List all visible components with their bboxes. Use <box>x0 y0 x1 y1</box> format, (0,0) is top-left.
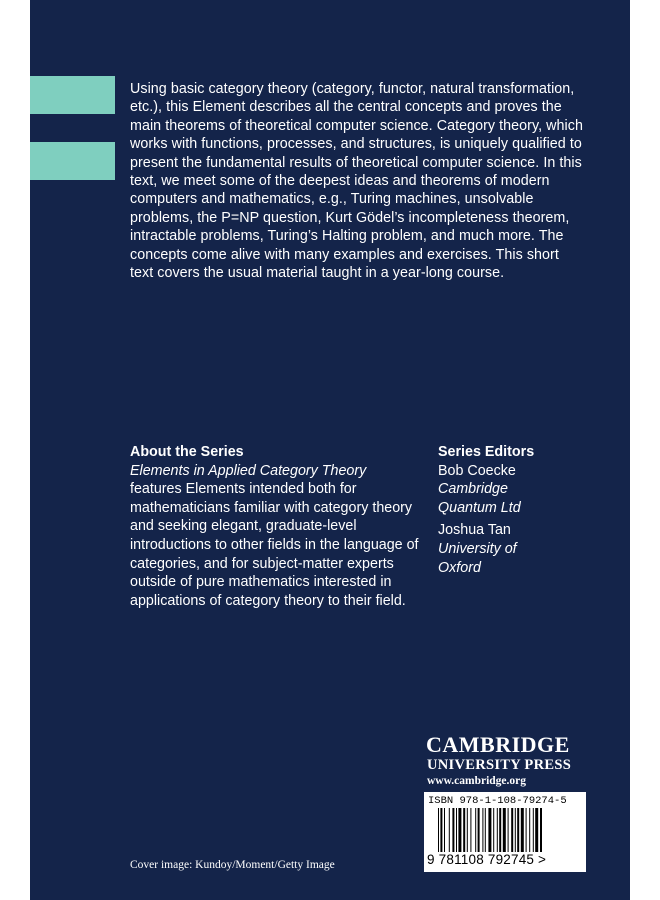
about-heading: About the Series <box>130 444 244 460</box>
editor-affiliation: University of <box>438 540 517 557</box>
barcode-bar <box>499 808 501 852</box>
barcode-bar <box>475 808 476 852</box>
book-blurb: Using basic category theory (category, functor, natural transformation, etc.), this Element describes all the central concepts and proves the main theorems of theoretical computer science. Category theory, which works with functions, processes, and structures, is uniquely qualified to present the fundamental results of theoretical computer science. In this text, we meet some of the deepest ideas and theorems of modern computers and mathematics, e.g., Turing machines, unsolvable problems, the P=NP question, Kurt Gödel’s incompleteness theorem, intractable problems, Turing’s Halting problem, and much more. The concepts come alive with many examples and exercises. This short text covers the usual material taught in a year-long course. <box>130 81 583 282</box>
barcode-bar <box>456 808 457 852</box>
barcode-bar <box>526 808 527 852</box>
barcode-bar <box>449 808 450 852</box>
accent-stripe-bottom <box>30 142 115 180</box>
barcode-bar <box>493 808 494 852</box>
barcode-bar <box>540 808 542 852</box>
editor-affiliation: Quantum Ltd <box>438 499 521 516</box>
barcode-bars <box>438 808 578 852</box>
barcode-bar <box>440 808 442 852</box>
barcode-bar <box>467 808 468 852</box>
cover-image-credit: Cover image: Kundoy/Moment/Getty Image <box>130 859 335 871</box>
barcode-digits: 9 781108 792745 > <box>427 852 547 867</box>
publisher-name: CAMBRIDGE <box>426 732 570 757</box>
barcode-bar <box>485 808 486 852</box>
isbn-barcode <box>424 792 586 872</box>
barcode-bar <box>488 808 491 852</box>
barcode-bar <box>452 808 454 852</box>
barcode-bar <box>517 808 519 852</box>
editor-affiliation: Oxford <box>438 559 481 576</box>
barcode-bar <box>444 808 445 852</box>
publisher-logo <box>426 733 586 789</box>
barcode-bar <box>458 808 461 852</box>
isbn-label: ISBN 978-1-108-79274-5 <box>428 795 567 807</box>
series-editors <box>438 443 588 577</box>
barcode-bar <box>511 808 513 852</box>
barcode-bar <box>508 808 509 852</box>
barcode-bar <box>515 808 516 852</box>
accent-stripe-top <box>30 76 115 114</box>
barcode-bar <box>470 808 471 852</box>
barcode-bar <box>535 808 538 852</box>
editors-heading: Series Editors <box>438 444 535 460</box>
editor-affiliation: Cambridge <box>438 481 508 498</box>
barcode-bar <box>497 808 498 852</box>
barcode-bar <box>529 808 530 852</box>
barcode-bar <box>503 808 506 852</box>
editor-name: Joshua Tan <box>438 522 511 539</box>
barcode-bar <box>521 808 524 852</box>
series-title: Elements in Applied Category Theory <box>130 462 367 479</box>
barcode-bar <box>533 808 534 852</box>
publisher-subtitle: UNIVERSITY PRESS <box>427 757 572 773</box>
barcode-bar <box>478 808 480 852</box>
about-body: features Elements intended both for mathematicians familiar with category theory and seeking elegant, graduate-level introductions to other fields in the language of categories, and for subject-matter experts outside of pure mathematics interested in applications of category theory to their field. <box>130 481 419 609</box>
editor-name: Bob Coecke <box>438 462 516 479</box>
about-the-series <box>130 443 420 610</box>
barcode-bar <box>438 808 439 852</box>
barcode-bar <box>482 808 483 852</box>
publisher-url: www.cambridge.org <box>427 775 527 787</box>
barcode-bar <box>463 808 465 852</box>
